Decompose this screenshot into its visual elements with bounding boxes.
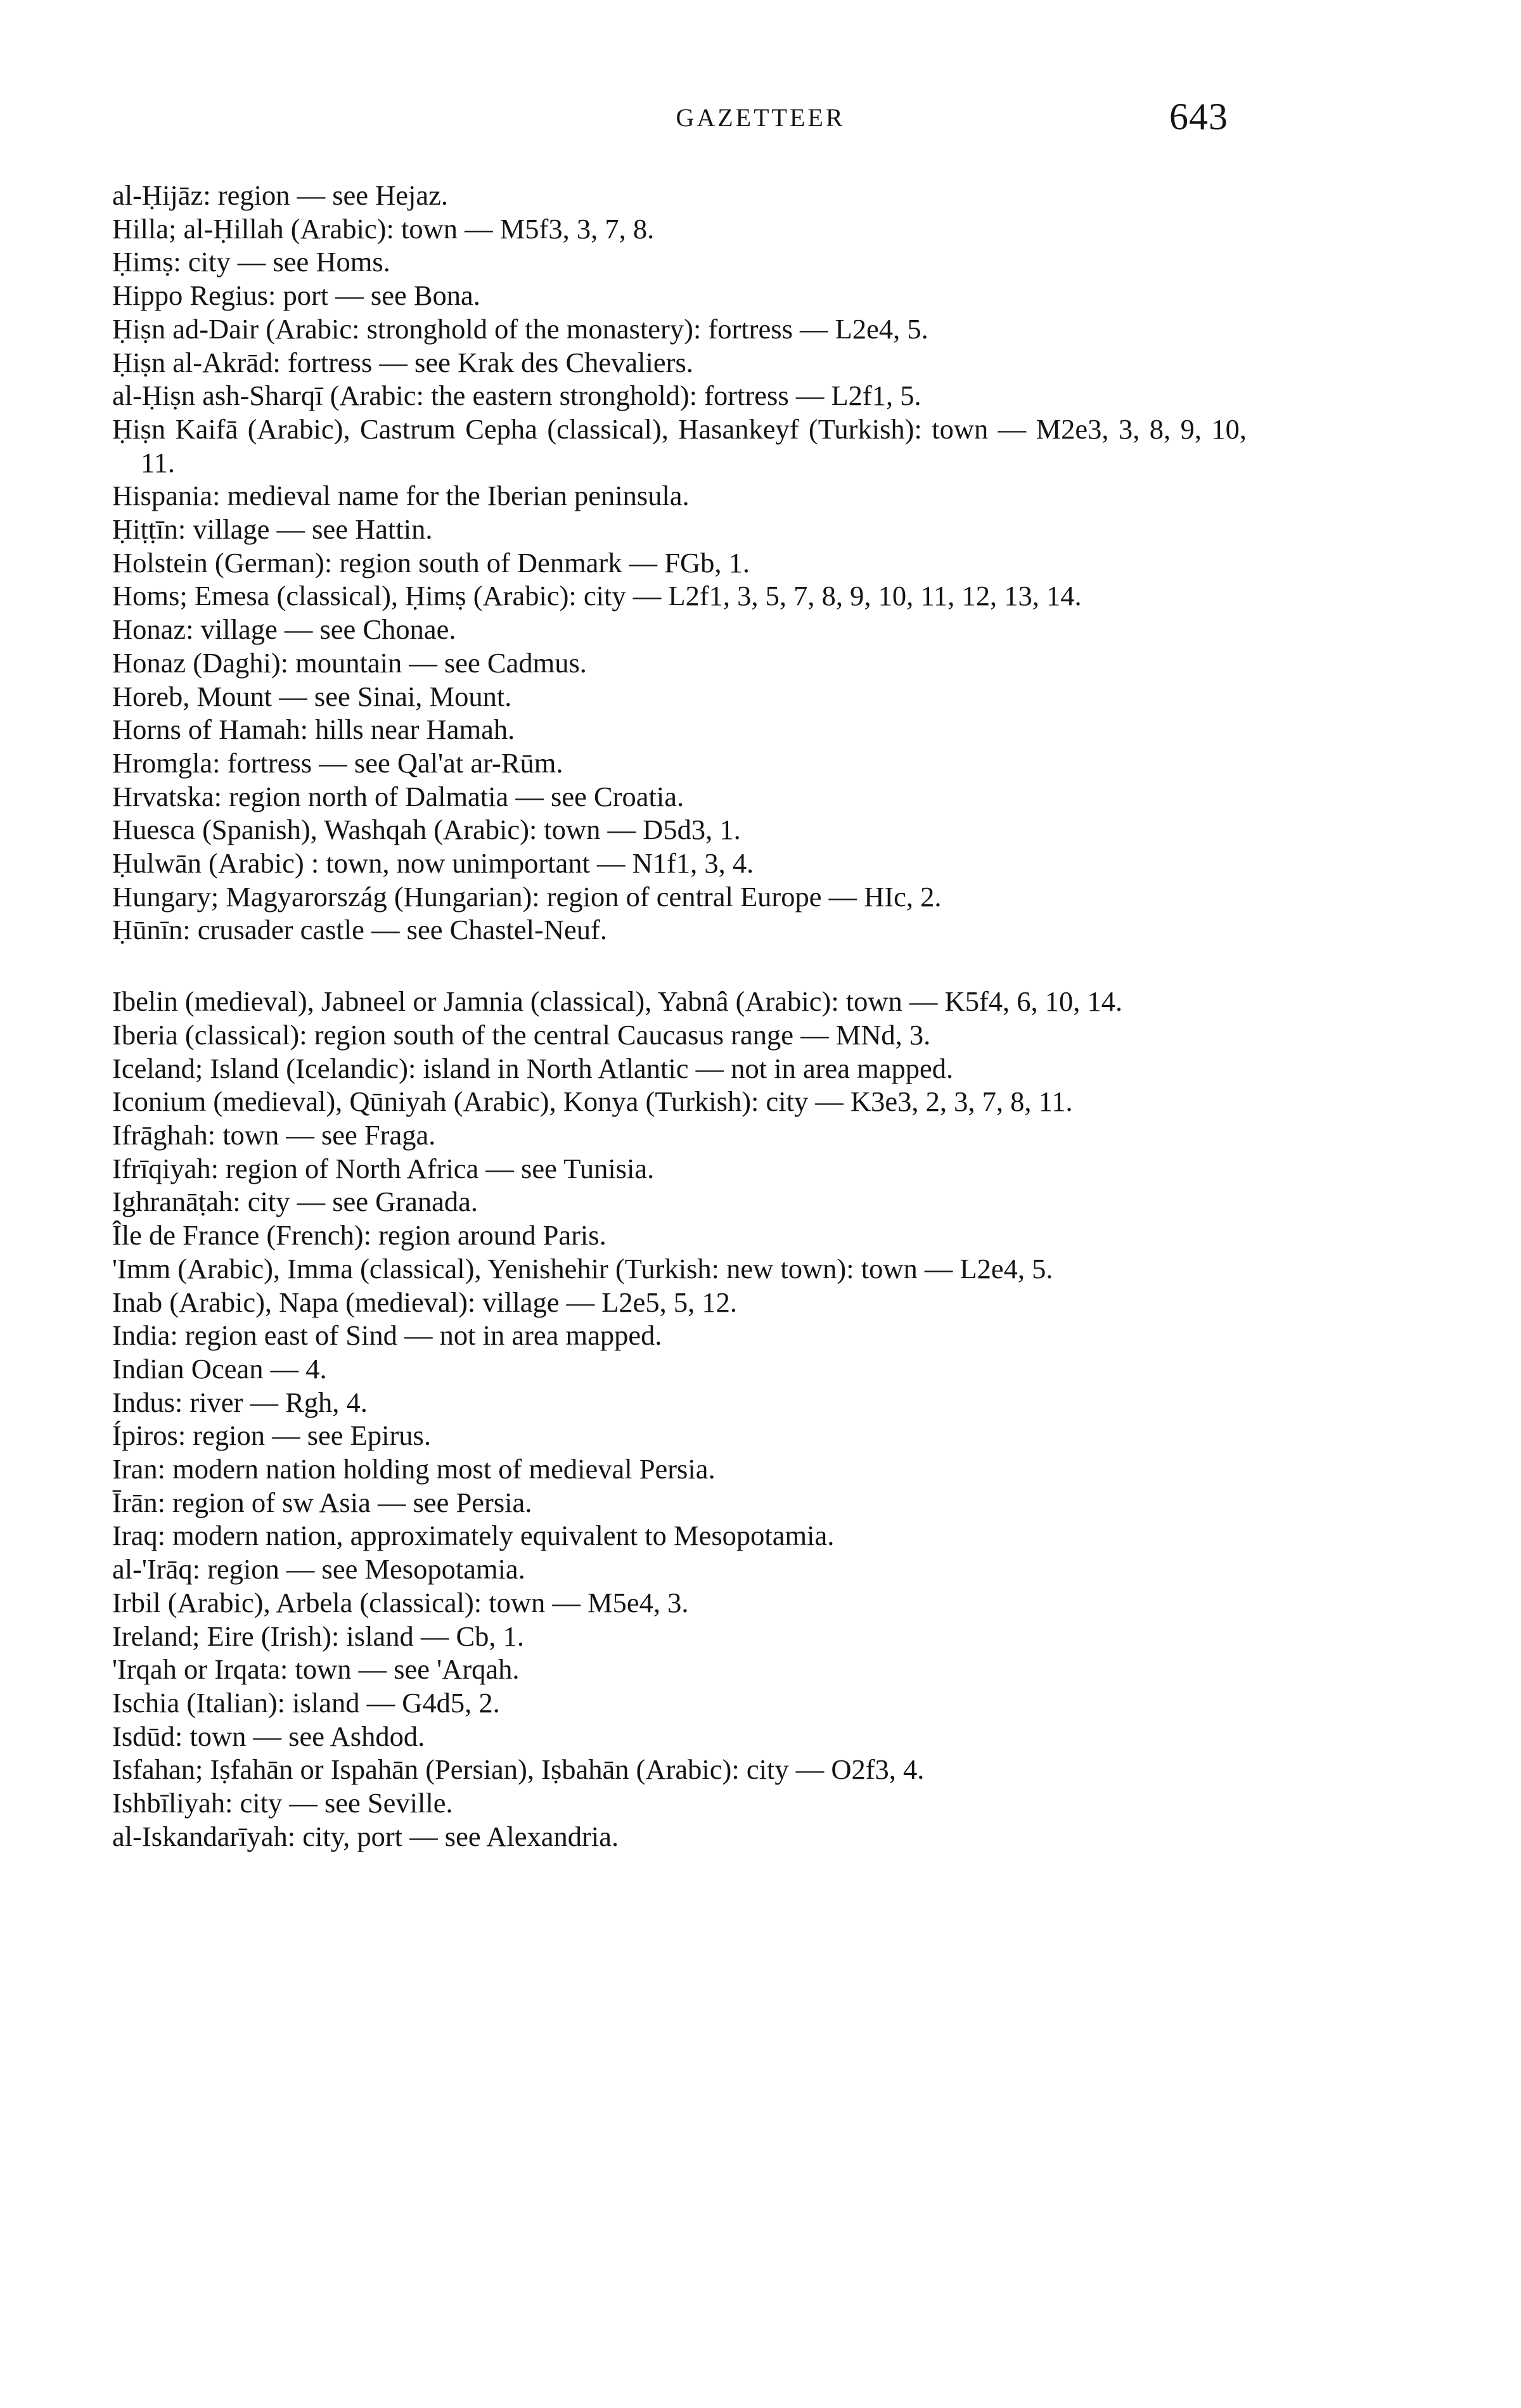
gazetteer-entry: Honaz (Daghi): mountain — see Cadmus. xyxy=(112,646,587,679)
gazetteer-entry: Ḥimṣ: city — see Homs. xyxy=(112,246,390,278)
gazetteer-entry: Île de France (French): region around Paris. xyxy=(112,1219,606,1252)
gazetteer-entry: al-Ḥiṣn ash-Sharqī (Arabic: the eastern stronghold): fortress — L2f1, 5. xyxy=(112,380,921,412)
gazetteer-entry: Ibelin (medieval), Jabneel or Jamnia (classical), Yabnâ (Arabic): town — K5f4, 6, 10, 14. xyxy=(112,985,1123,1018)
gazetteer-entry: Ighranāṭah: city — see Granada. xyxy=(112,1186,478,1218)
gazetteer-entry: 'Imm (Arabic), Imma (classical), Yenishehir (Turkish: new town): town — L2e4, 5. xyxy=(112,1252,1053,1284)
gazetteer-entry: Hungary; Magyarország (Hungarian): region of central Europe — HIc, 2. xyxy=(112,880,942,913)
gazetteer-entry: al-Ḥijāz: region — see Hejaz. xyxy=(112,179,449,211)
page-number: 643 xyxy=(1169,96,1228,138)
gazetteer-entry: Ḥiṣn Kaifā (Arabic), Castrum Cepha (classical), Hasankeyf (Turkish): town — M2e3, 3, 8, 9, 10, 11. xyxy=(112,413,1247,478)
gazetteer-entry: al-'Irāq: region — see Mesopotamia. xyxy=(112,1553,525,1585)
gazetteer-entries xyxy=(112,179,1247,1853)
gazetteer-entry: Iran: modern nation holding most of medieval Persia. xyxy=(112,1453,716,1485)
gazetteer-entry: Iberia (classical): region south of the central Caucasus range — MNd, 3. xyxy=(112,1018,931,1051)
gazetteer-entry: India: region east of Sind — not in area mapped. xyxy=(112,1319,662,1352)
gazetteer-entry: Īrān: region of sw Asia — see Persia. xyxy=(112,1486,532,1518)
gazetteer-entry: Huesca (Spanish), Washqah (Arabic): town — D5d3, 1. xyxy=(112,814,741,846)
gazetteer-entry: Isfahan; Iṣfahān or Ispahān (Persian), Iṣbahān (Arabic): city — O2f3, 4. xyxy=(112,1753,925,1786)
gazetteer-entry: Ípiros: region — see Epirus. xyxy=(112,1419,431,1452)
gazetteer-entry: Hromgla: fortress — see Qal'at ar-Rūm. xyxy=(112,746,563,779)
gazetteer-entry: Iraq: modern nation, approximately equivalent to Mesopotamia. xyxy=(112,1520,835,1552)
gazetteer-entry: Hispania: medieval name for the Iberian peninsula. xyxy=(112,480,690,512)
gazetteer-entry: Ifrīqiyah: region of North Africa — see Tunisia. xyxy=(112,1152,655,1184)
gazetteer-entry: Hippo Regius: port — see Bona. xyxy=(112,279,480,312)
gazetteer-entry: Homs; Emesa (classical), Ḥimṣ (Arabic): city — L2f1, 3, 5, 7, 8, 9, 10, 11, 12, 13, 14. xyxy=(112,580,1082,612)
gazetteer-entry: Honaz: village — see Chonae. xyxy=(112,613,456,646)
gazetteer-entry: Iceland; Island (Icelandic): island in North Atlantic — not in area mapped. xyxy=(112,1052,954,1084)
gazetteer-entry: Hrvatska: region north of Dalmatia — see Croatia. xyxy=(112,780,684,812)
gazetteer-entry: al-Iskandarīyah: city, port — see Alexandria. xyxy=(112,1820,619,1852)
gazetteer-entry: 'Irqah or Irqata: town — see 'Arqah. xyxy=(112,1653,520,1686)
gazetteer-entry: Indian Ocean — 4. xyxy=(112,1352,327,1385)
gazetteer-entry: Ḥūnīn: crusader castle — see Chastel-Neuf. xyxy=(112,914,607,946)
gazetteer-entry: Ḥiṣn al-Akrād: fortress — see Krak des Chevaliers. xyxy=(112,346,693,378)
gazetteer-entry: Ischia (Italian): island — G4d5, 2. xyxy=(112,1686,500,1719)
gazetteer-entry: Ḥiṣn ad-Dair (Arabic: stronghold of the monastery): fortress — L2e4, 5. xyxy=(112,312,928,345)
gazetteer-entry: Hilla; al-Ḥillah (Arabic): town — M5f3, 3, 7, 8. xyxy=(112,212,655,245)
gazetteer-entry: Holstein (German): region south of Denmark — FGb, 1. xyxy=(112,546,750,579)
gazetteer-entry: Inab (Arabic), Napa (medieval): village — L2e5, 5, 12. xyxy=(112,1286,738,1318)
running-head: GAZETTEER xyxy=(676,103,845,132)
section-gap xyxy=(112,947,1247,985)
gazetteer-entry: Horns of Hamah: hills near Hamah. xyxy=(112,714,515,746)
gazetteer-entry: Horeb, Mount — see Sinai, Mount. xyxy=(112,680,512,712)
gazetteer-entry: Ḥiṭṭīn: village — see Hattin. xyxy=(112,513,433,546)
gazetteer-entry: Indus: river — Rgh, 4. xyxy=(112,1386,368,1418)
gazetteer-entry: Ifrāghah: town — see Fraga. xyxy=(112,1118,436,1151)
gazetteer-entry: Ireland; Eire (Irish): island — Cb, 1. xyxy=(112,1620,525,1652)
gazetteer-entry: Irbil (Arabic), Arbela (classical): town — M5e4, 3. xyxy=(112,1586,689,1618)
gazetteer-entry: Ishbīliyah: city — see Seville. xyxy=(112,1787,453,1819)
gazetteer-entry: Iconium (medieval), Qūniyah (Arabic), Konya (Turkish): city — K3e3, 2, 3, 7, 8, 11. xyxy=(112,1086,1073,1118)
gazetteer-entry: Ḥulwān (Arabic) : town, now unimportant — N1f1, 3, 4. xyxy=(112,847,754,880)
gazetteer-entry: Isdūd: town — see Ashdod. xyxy=(112,1720,425,1752)
